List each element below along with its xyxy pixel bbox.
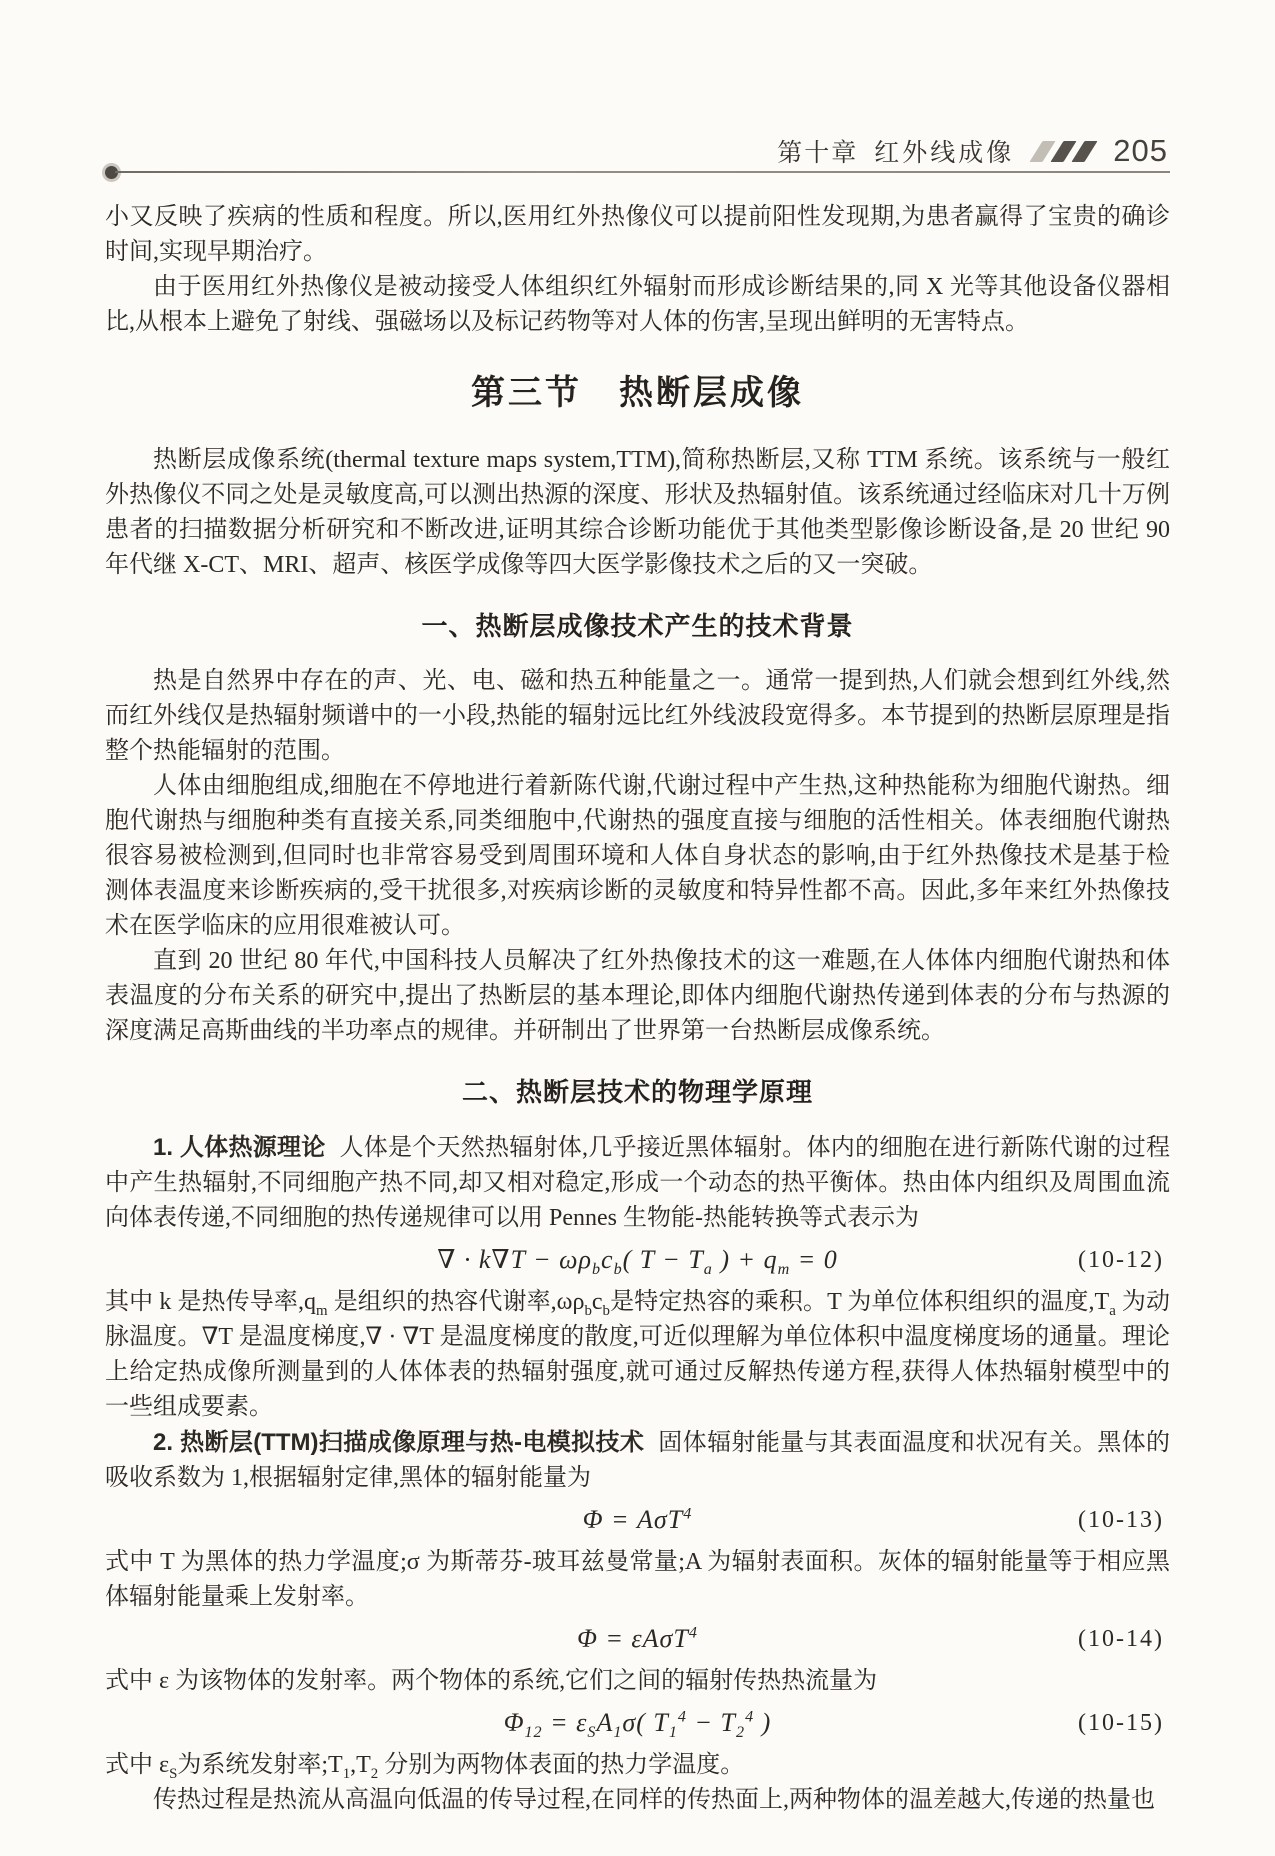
subsection-heading: 二、热断层技术的物理学原理 — [461, 1077, 813, 1107]
header-rule — [115, 171, 1170, 173]
header-meta — [777, 133, 1168, 169]
paragraph-text: 由于医用红外热像仪是被动接受人体组织红外辐射而形成诊断结果的,同 X 光等其他设备仪器相比,从根本上避免了射线、强磁场以及标记药物等对人体的伤害,呈现出鲜明的无害特点。 — [105, 274, 1170, 335]
equation-row — [105, 1238, 1170, 1283]
paragraph — [105, 1130, 1170, 1236]
paragraph — [105, 1664, 1170, 1699]
paragraph — [105, 1285, 1170, 1425]
paragraph-text: 人体是个天然热辐射体,几乎接近黑体辐射。体内的细胞在进行新陈代谢的过程中产生热辐射,不同细胞产热不同,却又相对稳定,形成一个动态的热平衡体。热由体内组织及周围血流向体表传递,不同细胞的热传递规律可以用 Pennes 生物能-热能转换等式表示为 — [105, 1135, 1171, 1231]
page-content — [105, 133, 1171, 1818]
equation-row — [105, 1701, 1170, 1746]
chapter-title: 红外线成像 — [874, 140, 1015, 167]
chapter-label: 第十章 — [777, 140, 859, 167]
page-header — [105, 133, 1170, 178]
paragraph-text: 热是自然界中存在的声、光、电、磁和热五种能量之一。通常一提到热,人们就会想到红外线,然而红外线仅是热辐射频谱中的一小段,热能的辐射远比红外线波段宽得多。本节提到的热断层原理是指整个热能辐射的范围。 — [105, 668, 1170, 764]
paragraph — [105, 1425, 1170, 1496]
paragraph-lead: 1. 人体热源理论 — [153, 1134, 326, 1161]
paragraph-text: 式中 T 为黑体的热力学温度;σ 为斯蒂芬-玻耳兹曼常量;A 为辐射表面积。灰体的辐射能量等于相应黑体辐射能量乘上发射率。 — [105, 1549, 1170, 1610]
equation: Φ = AσT$^4$ — [582, 1505, 693, 1534]
paragraph — [105, 270, 1170, 340]
equation-number: (10-15) — [1078, 1710, 1164, 1736]
paragraph-text: 直到 20 世纪 80 年代,中国科技人员解决了红外热像技术的这一难题,在人体体内细胞代谢热和体表温度的分布关系的研究中,提出了热断层的基本理论,即体内细胞代谢热传递到体表的分布与热源的深度满足高斯曲线的半功率点的规律。并研制出了世界第一台热断层成像系统。 — [105, 948, 1170, 1044]
paragraph-text: 固体辐射能量与其表面温度和状况有关。黑体的吸收系数为 1,根据辐射定律,黑体的辐射能量为 — [105, 1430, 1170, 1491]
paragraph — [105, 769, 1170, 944]
section-heading: 第三节 热断层成像 — [471, 374, 804, 412]
paragraph-text: 式中 ε 为该物体的发射率。两个物体的系统,它们之间的辐射传热热流量为 — [105, 1668, 878, 1694]
paragraph-text: 热断层成像系统(thermal texture maps system,TTM),简称热断层,又称 TTM 系统。该系统与一般红外热像仪不同之处是灵敏度高,可以测出热源的深度、形状及热辐射值。该系统通过经临床对几十万例患者的扫描数据分析研究和不断改进,证明其综合诊断功能优于其他类型影像诊断设备,是 20 世纪 90 年代继 X-CT、MRI、超声、核医学成像等四大医学影像技术之后的又一突破。 — [105, 447, 1170, 578]
paragraph-text: 其中 k 是热传导率$,q_m$ 是组织的热容代谢率$,\omega\rho_bc_b$是特定热容的乘积。T 为单位体积组织的温度$,T_a$ 为动脉温度。∇T 是温度梯度,∇ · ∇T 是温度梯度的散度,可近似理解为单位体积中温度梯度场的通量。理论上给定热成像所测量到的人体体表的热辐射强度,就可通过反解热传递方程,获得人体热辐射模型中的一些组成要素。 — [105, 1289, 1171, 1420]
page-body — [105, 200, 1170, 1818]
equation-row — [105, 1498, 1170, 1543]
equation: $\Phi_{12} = \varepsilon_SA_1\sigma$( $T_1^4 - T_2^4$ ) — [503, 1708, 772, 1742]
paragraph — [105, 200, 1170, 270]
paragraph — [105, 1748, 1170, 1783]
equation-row — [105, 1617, 1170, 1662]
chapter-marker-icon — [1036, 141, 1099, 162]
equation: ∇ · $k\nabla T - \omega\rho_bc_b$( $T - T_a$ ) + $q_m = 0$ — [437, 1245, 838, 1279]
paragraph-text: 小又反映了疾病的性质和程度。所以,医用红外热像仪可以提前阳性发现期,为患者赢得了宝贵的确诊时间,实现早期治疗。 — [105, 204, 1170, 265]
subsection-heading: 一、热断层成像技术产生的技术背景 — [421, 611, 854, 641]
paragraph — [105, 1783, 1170, 1818]
page-number: 205 — [1113, 133, 1168, 168]
paragraph-text: 式中 $\varepsilon_S$为系统发射率$;T_1,T_2$ 分别为两物体表面的热力学温度。 — [105, 1752, 745, 1782]
equation-number: (10-14) — [1078, 1626, 1164, 1652]
paragraph-lead: 2. 热断层(TTM)扫描成像原理与热-电模拟技术 — [153, 1429, 645, 1456]
equation-number: (10-12) — [1078, 1247, 1164, 1273]
paragraph-text: 传热过程是热流从高温向低温的传导过程,在同样的传热面上,两种物体的温差越大,传递的热量也 — [153, 1787, 1155, 1813]
paragraph — [105, 944, 1170, 1049]
equation: Φ = εAσT$^4$ — [577, 1624, 698, 1653]
equation-number: (10-13) — [1078, 1507, 1164, 1533]
paragraph — [105, 664, 1170, 769]
paragraph — [105, 1545, 1170, 1615]
paragraph-text: 人体由细胞组成,细胞在不停地进行着新陈代谢,代谢过程中产生热,这种热能称为细胞代谢热。细胞代谢热与细胞种类有直接关系,同类细胞中,代谢热的强度直接与细胞的活性相关。体表细胞代谢热很容易被检测到,但同时也非常容易受到周围环境和人体自身状态的影响,由于红外热像技术是基于检测体表温度来诊断疾病的,受干扰很多,对疾病诊断的灵敏度和特异性都不高。因此,多年来红外热像技术在医学临床的应用很难被认可。 — [105, 773, 1170, 939]
paragraph — [105, 443, 1170, 583]
